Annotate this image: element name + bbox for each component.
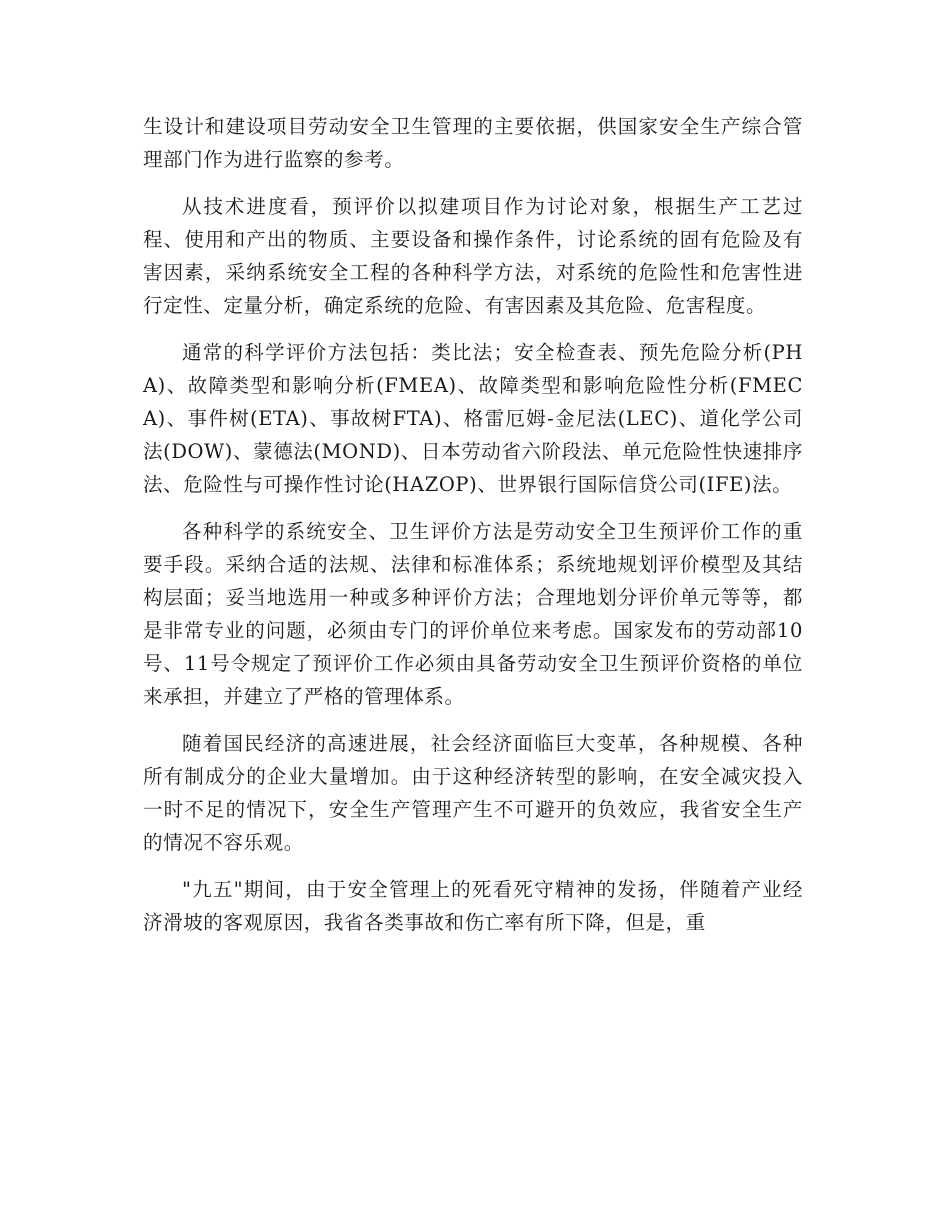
paragraph-2: 通常的科学评价方法包括：类比法；安全检查表、预先危险分析(PHA)、故障类型和影响分析(FMEA)、故障类型和影响危险性分析(FMECA)、事件树(ETA)、事故树FTA)、格雷厄姆-金尼法(LEC)、道化学公司法(DOW)、蒙德法(MOND)、日本劳动省六阶段法、单元危险性快速排序法、危险性与可操作性讨论(HAZOP)、世界银行国际信贷公司(IFE)法。: [143, 341, 803, 496]
paragraph-1: 从技术进度看，预评价以拟建项目作为讨论对象，根据生产工艺过程、使用和产出的物质、主要设备和操作条件，讨论系统的固有危险及有害因素，采纳系统安全工程的各种科学方法，对系统的危险性和危害性进行定性、定量分析，确定系统的危险、有害因素及其危险、危害程度。: [143, 195, 803, 317]
paragraph-4: 随着国民经济的高速进展，社会经济面临巨大变革，各种规模、各种所有制成分的企业大量增加。由于这种经济转型的影响，在安全减灾投入一时不足的情况下，安全生产管理产生不可避开的负效应，我省安全生产的情况不容乐观。: [143, 732, 803, 854]
document-body: [143, 110, 803, 953]
paragraph-0: 生设计和建设项目劳动安全卫生管理的主要依据，供国家安全生产综合管理部门作为进行监察的参考。: [143, 115, 803, 171]
paragraph-5: "九五"期间，由于安全管理上的死看死守精神的发扬，伴随着产业经济滑坡的客观原因，我省各类事故和伤亡率有所下降，但是，重: [143, 878, 803, 934]
paragraph-3: 各种科学的系统安全、卫生评价方法是劳动安全卫生预评价工作的重要手段。采纳合适的法规、法律和标准体系；系统地规划评价模型及其结构层面；妥当地选用一种或多种评价方法；合理地划分评价单元等等，都是非常专业的问题，必须由专门的评价单位来考虑。国家发布的劳动部10号、11号令规定了预评价工作必须由具备劳动安全卫生预评价资格的单位来承担，并建立了严格的管理体系。: [143, 520, 803, 708]
